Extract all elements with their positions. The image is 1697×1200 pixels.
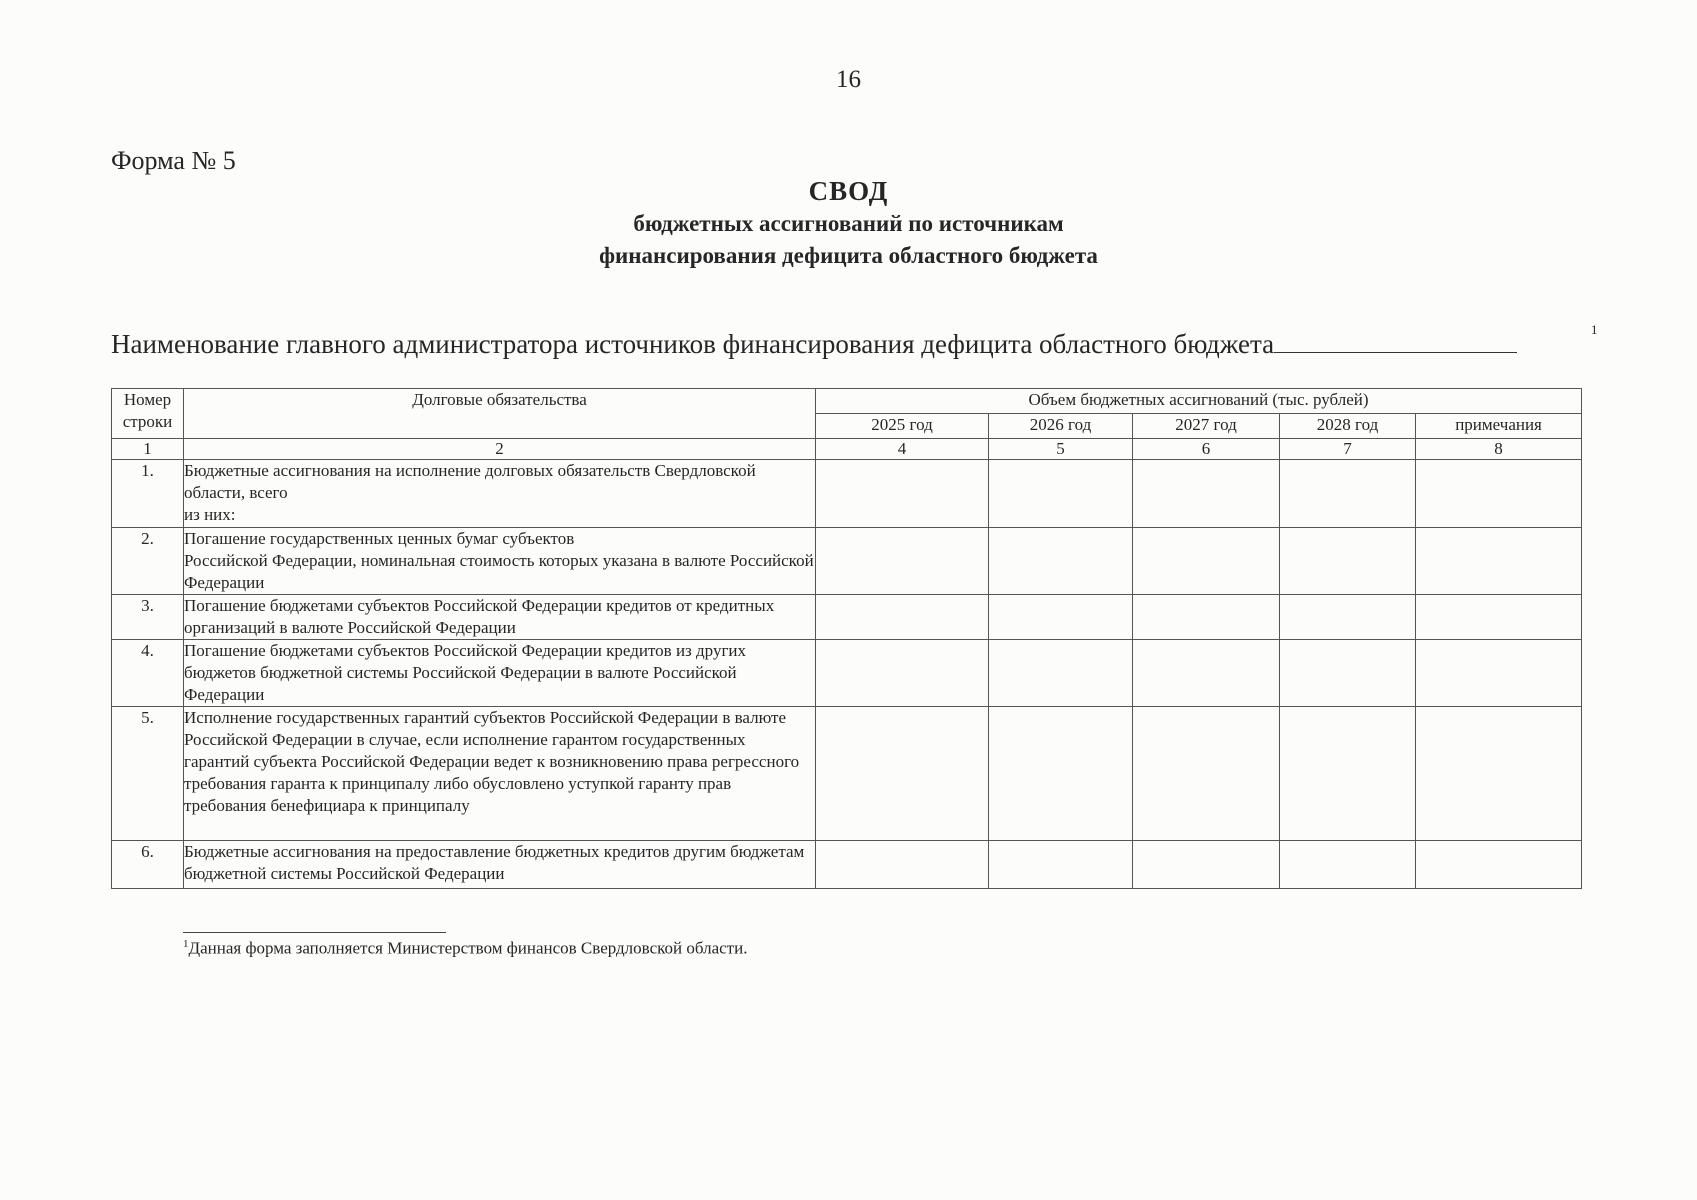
document-title [0,174,1697,272]
row-description [184,460,816,528]
value-cell [1416,595,1582,640]
row-text: Погашение бюджетами субъектов Российской Федерации кредитов из других бюджетов бюджетной системы Российской Федерации в валюте Российской Федерации [184,641,747,704]
administrator-label: Наименование главного администратора источников финансирования дефицита областного бюджета [111,329,1275,359]
row-number: 5. [112,707,184,841]
value-cell [816,528,989,595]
row-number: 3. [112,595,184,640]
footnote-text: Данная форма заполняется Министерством финансов Свердловской области. [188,938,748,958]
value-cell [989,528,1133,595]
value-cell [816,595,989,640]
row-number: 2. [112,528,184,595]
value-cell [1133,595,1280,640]
row-number: 6. [112,841,184,889]
column-number: 7 [1280,439,1416,460]
column-number: 1 [112,439,184,460]
title-main: СВОД [808,176,889,206]
budget-table [111,388,1582,889]
title-line-3: финансирования дефицита областного бюджета [599,243,1098,268]
table-row [112,595,1582,640]
header-volume: Объем бюджетных ассигнований (тыс. рублей) [816,389,1582,414]
value-cell [1280,707,1416,841]
table-row [112,640,1582,707]
header-year-2025: 2025 год [816,414,989,439]
header-obligations: Долговые обязательства [184,389,816,439]
column-number: 6 [1133,439,1280,460]
header-year-2028: 2028 год [1280,414,1416,439]
column-number-row [112,439,1582,460]
row-description [184,640,816,707]
title-line-2: бюджетных ассигнований по источникам [633,211,1064,236]
form-label: Форма № 5 [111,146,236,175]
row-text: Погашение государственных ценных бумаг субъектов Российской Федерации, номинальная стоимость которых указана в валюте Российской Федерации [184,529,814,592]
row-description [184,841,816,889]
column-number: 8 [1416,439,1582,460]
row-number: 1. [112,460,184,528]
value-cell [1280,640,1416,707]
footnote-marker: 1 [183,938,189,950]
header-row-1 [112,389,1582,414]
value-cell [989,707,1133,841]
row-description [184,595,816,640]
table-row [112,841,1582,889]
row-number: 4. [112,640,184,707]
header-notes: примечания [1416,414,1582,439]
value-cell [816,460,989,528]
footnote-reference: 1 [1591,322,1598,337]
row-text: Погашение бюджетами субъектов Российской Федерации кредитов от кредитных организаций в валюте Российской Федерации [184,596,775,637]
header-row-number: Номер строки [112,389,184,439]
value-cell [989,595,1133,640]
value-cell [989,460,1133,528]
column-number: 4 [816,439,989,460]
table-row [112,528,1582,595]
column-number: 5 [989,439,1133,460]
footnote-separator [183,932,446,933]
value-cell [816,841,989,889]
value-cell [1133,707,1280,841]
value-cell [1280,528,1416,595]
value-cell [1133,528,1280,595]
value-cell [989,841,1133,889]
row-text: Исполнение государственных гарантий субъектов Российской Федерации в валюте Российской Федерации в случае, если исполнение гарантом государственных гарантий субъекта Российской Федерации ведет к возникновению права регрессного требования гаранта к принципалу либо обусловлено уступкой гаранту прав требования бенефициара к принципалу [184,708,800,815]
value-cell [816,640,989,707]
value-cell [989,640,1133,707]
value-cell [1416,528,1582,595]
row-text: Бюджетные ассигнования на предоставление бюджетных кредитов другим бюджетам бюджетной системы Российской Федерации [184,842,805,883]
administrator-blank-field [1274,328,1517,353]
footnote [183,938,747,959]
table-row [112,460,1582,528]
value-cell [1280,460,1416,528]
row-description [184,707,816,841]
value-cell [1280,595,1416,640]
header-year-2026: 2026 год [989,414,1133,439]
value-cell [1416,640,1582,707]
value-cell [1280,841,1416,889]
value-cell [1133,640,1280,707]
administrator-line [111,328,1517,360]
row-description [184,528,816,595]
page-number: 16 [836,66,861,93]
column-number: 2 [184,439,816,460]
header-year-2027: 2027 год [1133,414,1280,439]
value-cell [1416,841,1582,889]
value-cell [816,707,989,841]
value-cell [1416,707,1582,841]
value-cell [1133,841,1280,889]
table-row [112,707,1582,841]
value-cell [1133,460,1280,528]
value-cell [1416,460,1582,528]
row-text: Бюджетные ассигнования на исполнение долговых обязательств Свердловской области, всего из них: [184,461,756,524]
